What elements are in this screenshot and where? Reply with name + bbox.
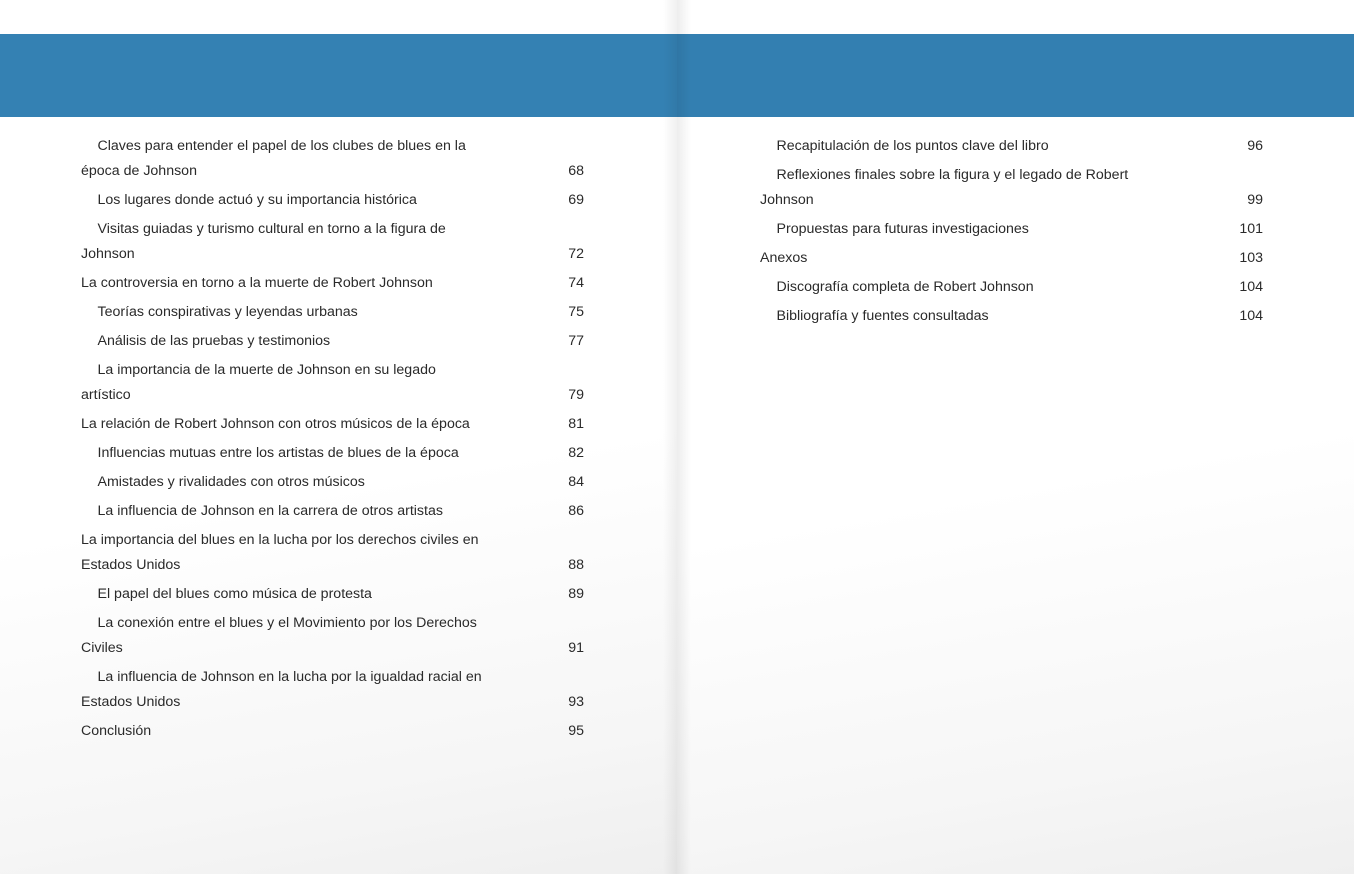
toc-entry-page: 69 [568,192,584,208]
toc-entry-title: La importancia del blues en la lucha por los derechos civiles en Estados Unidos [81,532,479,573]
toc-entry-page: 104 [1239,279,1263,295]
toc-entry-page: 88 [568,557,584,573]
toc-entry-page: 101 [1239,221,1263,237]
toc-entry-title: Recapitulación de los puntos clave del libro [776,138,1049,154]
toc-entry-title: Claves para entender el papel de los clubes de blues en la época de Johnson [81,138,466,179]
toc-entry[interactable] [760,275,1263,300]
toc-entry-page: 91 [568,640,584,656]
toc-entry-title: La influencia de Johnson en la carrera de otros artistas [97,503,443,519]
toc-entry[interactable] [760,246,1263,271]
table-of-contents [81,134,584,748]
toc-entry[interactable] [760,163,1263,213]
toc-entry-title: Los lugares donde actuó y su importancia histórica [97,192,417,208]
toc-entry-title: Teorías conspirativas y leyendas urbanas [97,304,358,320]
toc-entry-title: La influencia de Johnson en la lucha por la igualdad racial en Estados Unidos [81,669,482,710]
toc-entry-title: Discografía completa de Robert Johnson [776,279,1034,295]
toc-entry[interactable] [81,499,584,524]
toc-entry-page: 93 [568,694,584,710]
toc-entry-page: 86 [568,503,584,519]
toc-entry-title: Conclusión [81,723,152,739]
toc-entry[interactable] [81,217,584,267]
toc-entry-title: Amistades y rivalidades con otros músicos [97,474,365,490]
toc-entry-title: La controversia en torno a la muerte de Robert Johnson [81,275,433,291]
toc-entry-page: 68 [568,163,584,179]
toc-entry-title: Visitas guiadas y turismo cultural en torno a la figura de Johnson [81,221,446,262]
toc-entry[interactable] [760,134,1263,159]
toc-entry-title: Reflexiones finales sobre la figura y el legado de Robert Johnson [760,167,1129,208]
toc-entry[interactable] [81,134,584,184]
toc-entry-title: La importancia de la muerte de Johnson en su legado artístico [81,362,436,403]
toc-entry-title: La conexión entre el blues y el Movimiento por los Derechos Civiles [81,615,477,656]
table-of-contents [760,134,1263,333]
toc-entry-page: 84 [568,474,584,490]
toc-entry-page: 75 [568,304,584,320]
toc-entry-title: Propuestas para futuras investigaciones [776,221,1029,237]
toc-entry[interactable] [81,611,584,661]
toc-entry-title: Anexos [760,250,808,266]
toc-entry[interactable] [81,470,584,495]
toc-entry[interactable] [81,271,584,296]
toc-entry-title: Bibliografía y fuentes consultadas [776,308,989,324]
header-band [677,34,1354,117]
toc-entry-page: 95 [568,723,584,739]
toc-entry-page: 74 [568,275,584,291]
header-band [0,34,677,117]
toc-entry[interactable] [81,441,584,466]
toc-entry-page: 77 [568,333,584,349]
toc-entry-page: 79 [568,387,584,403]
toc-entry-page: 89 [568,586,584,602]
toc-entry[interactable] [81,665,584,715]
toc-entry[interactable] [81,188,584,213]
toc-entry-title: Influencias mutuas entre los artistas de blues de la época [97,445,459,461]
toc-entry-page: 103 [1239,250,1263,266]
toc-entry-page: 104 [1239,308,1263,324]
right-page [677,0,1354,874]
toc-entry-title: El papel del blues como música de protesta [97,586,372,602]
toc-entry-page: 82 [568,445,584,461]
toc-entry[interactable] [81,582,584,607]
toc-entry[interactable] [81,300,584,325]
toc-entry[interactable] [81,412,584,437]
toc-entry[interactable] [760,304,1263,329]
toc-entry-page: 81 [568,416,584,432]
toc-entry-page: 96 [1247,138,1263,154]
toc-entry-page: 72 [568,246,584,262]
toc-entry[interactable] [81,358,584,408]
toc-entry-title: La relación de Robert Johnson con otros músicos de la época [81,416,470,432]
toc-entry[interactable] [760,217,1263,242]
toc-entry[interactable] [81,329,584,354]
toc-entry[interactable] [81,528,584,578]
toc-entry-page: 99 [1247,192,1263,208]
toc-entry-title: Análisis de las pruebas y testimonios [97,333,331,349]
toc-entry[interactable] [81,719,584,744]
